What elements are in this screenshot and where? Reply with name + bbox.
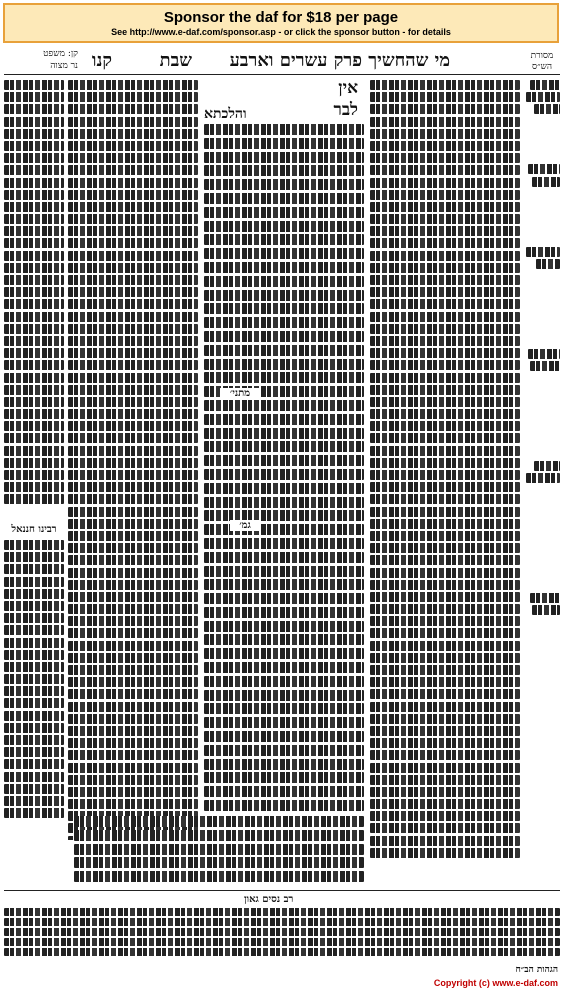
chapter-title: מי שהחשיך פרק עשרים וארבע	[229, 50, 450, 71]
tosafot-column	[68, 80, 198, 840]
opening-word: אין	[338, 78, 358, 98]
gemara-column	[204, 124, 364, 814]
margin-label: מסורת הש״ס	[530, 51, 554, 72]
bottom-commentary	[4, 908, 560, 966]
sponsor-subtitle: See http://www.e-daf.com/sponsor.asp - or click the sponsor button - for details	[111, 27, 451, 37]
daf-number: קנו	[91, 50, 112, 71]
masoret-column	[522, 80, 560, 840]
tractate-name: שבת	[159, 50, 192, 71]
copyright-link[interactable]: Copyright (c) www.e-daf.com	[433, 978, 558, 988]
sponsor-banner[interactable]	[3, 3, 559, 43]
rav-nissim-title: רב נסים גאון	[244, 894, 294, 905]
header-rule	[4, 74, 560, 75]
page-reference-sub: נר מצוה	[50, 61, 78, 71]
gemara-label: גמ׳	[230, 520, 260, 531]
hagahot-title: הגהות הב״ח	[515, 965, 558, 975]
talmud-page	[4, 46, 560, 982]
rashi-column	[370, 80, 520, 860]
page-reference: קן: משפט	[43, 49, 78, 59]
ein-mishpat-column	[4, 80, 64, 520]
rabbeinu-chananel-title: רבינו חננאל	[11, 524, 57, 535]
sponsor-title: Sponsor the daf for $18 per page	[163, 9, 399, 26]
side-heading: והלכתא	[204, 106, 247, 122]
opening-word-second: לבר	[333, 100, 358, 120]
mishna-label: מתני׳	[220, 388, 260, 399]
bottom-rule	[4, 890, 560, 891]
page-header	[4, 46, 560, 76]
gemara-continuation	[74, 816, 364, 886]
rabbeinu-chananel-column	[4, 540, 64, 840]
